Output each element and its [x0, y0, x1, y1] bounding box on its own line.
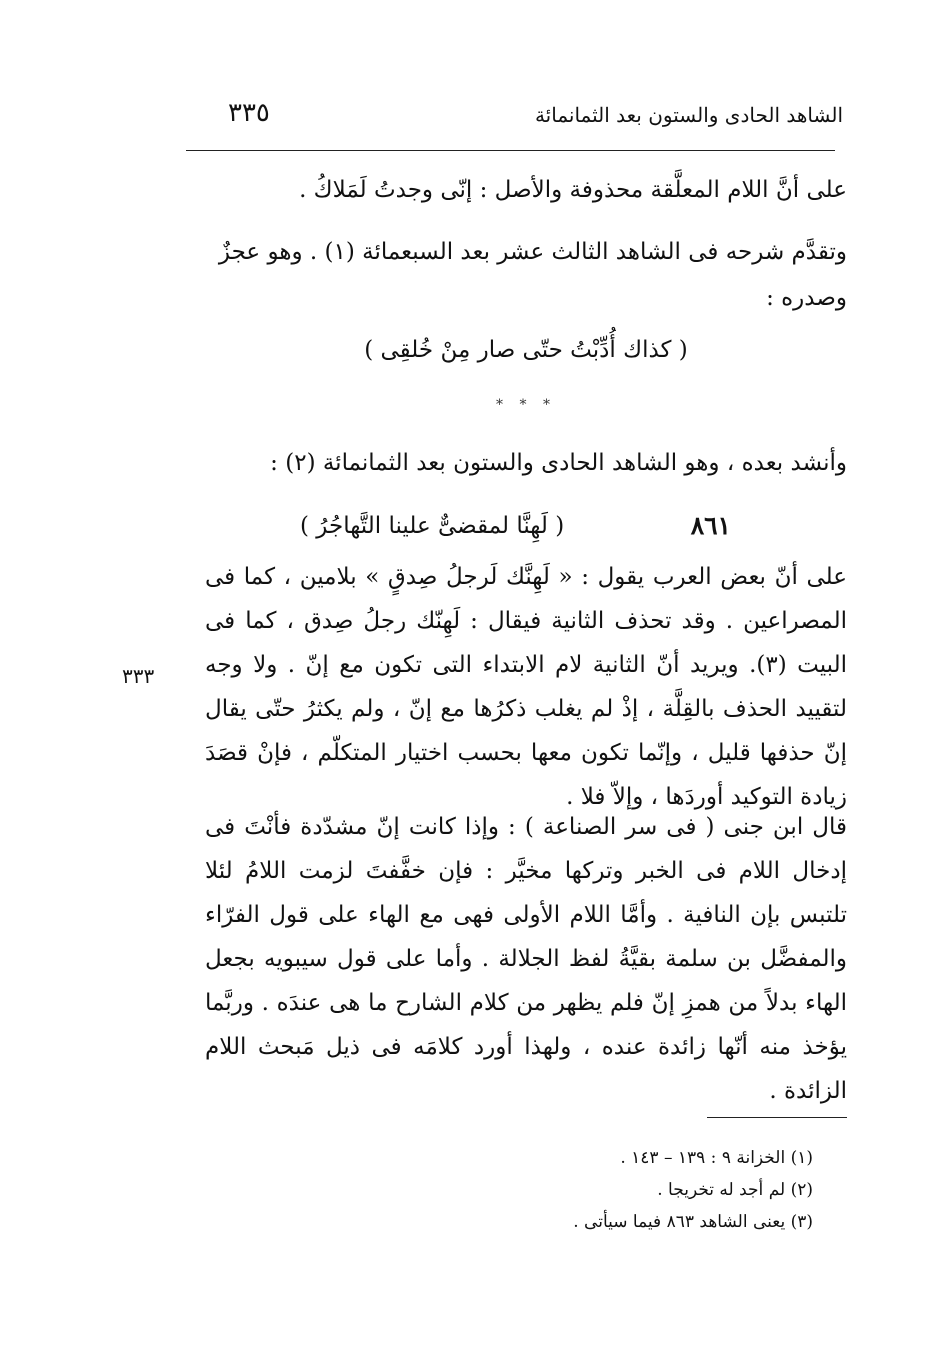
margin-page-reference: ٣٣٣: [122, 664, 155, 688]
header-rule: [186, 150, 835, 151]
verse-number: ٨٦١: [690, 511, 731, 540]
verse-text: ( لَهِنَّا لمقضىٌّ علينا التَّهاجُرُ ): [300, 513, 565, 539]
footnote-1: (١) الخزانة ٩ : ١٣٩ – ١٤٣ .: [620, 1148, 813, 1168]
body-line-1: على أنَّ اللام المعلَّقة محذوفة والأصل : إنّى وجدتُ لَمَلاكُ .: [299, 177, 847, 203]
running-title: الشاهد الحادى والستون بعد الثمانمائة: [534, 103, 843, 127]
body-paragraph-2-line-2: وصدره :: [766, 285, 847, 311]
section-divider-stars: * * *: [496, 397, 556, 413]
footnote-2: (٢) لم أجد له تخريجا .: [657, 1180, 813, 1200]
verse-row: [300, 504, 731, 548]
body-paragraph-2-line-1: وتقدَّم شرحه فى الشاهد الثالث عشر بعد السبعمائة (١) . وهو عجزٌ: [218, 239, 847, 265]
body-paragraph-3: على أنّ بعض العرب يقول : « لَهِنَّك لَرجلُ صِدقٍ » بلامين ، كما فى المصراعين . وقد تحذف الثانية فيقال : لَهِنّك رجلُ صِدق ، كما فى البيت (٣). ويريد أنّ الثانية لام الابتداء التى تكون مع إنّ . ولا وجه لتقييد الحذف بالقِلَّة ، إذْ لم يغلب ذكرُها مع إنّ ، ولم يكثرُ حتّى يقال إنّ حذفها قليل ، وإنّما تكون معها بحسب اختيار المتكلّم ، فإنْ قصَدَ زيادة التوكيد أوردَها ، وإلاّ فلا .: [205, 564, 848, 810]
page-number: ٣٣٥: [228, 98, 270, 128]
intro-line: وأنشد بعده ، وهو الشاهد الحادى والستون بعد الثمانمائة (٢) :: [270, 450, 847, 476]
hemistich: ( كذاك أُدِّبْتُ حتّى صار مِنْ خُلقِى ): [364, 337, 688, 363]
body-paragraph-4: قال ابن جنى ( فى سر الصناعة ) : وإذا كانت إنّ مشدّدة فأنْتَ فى إدخال اللام فى الخبر وتركها مخيَّر : فإن خفَّفتَ لزمت اللامُ لئلا تلتبس بإن النافية . وأمَّا اللام الأولى فهى مع الهاء على قول الفرّاء والمفضَّل بن سلمة بقيَّةُ لفظ الجلالة . وأما على قول سيبويه بجعل الهاء بدلاً من همزِ إنّ فلم يظهر من كلام الشارح ما هى عندَه . وربَّما يؤخذ منه أنّها زائدة عنده ، ولهذا أورد كلامَه فى ذيل مَبحث اللام الزائدة .: [205, 814, 847, 1104]
footnote-3: (٣) يعنى الشاهد ٨٦٣ فيما سيأتى .: [573, 1212, 813, 1232]
footnote-rule: [707, 1117, 847, 1118]
